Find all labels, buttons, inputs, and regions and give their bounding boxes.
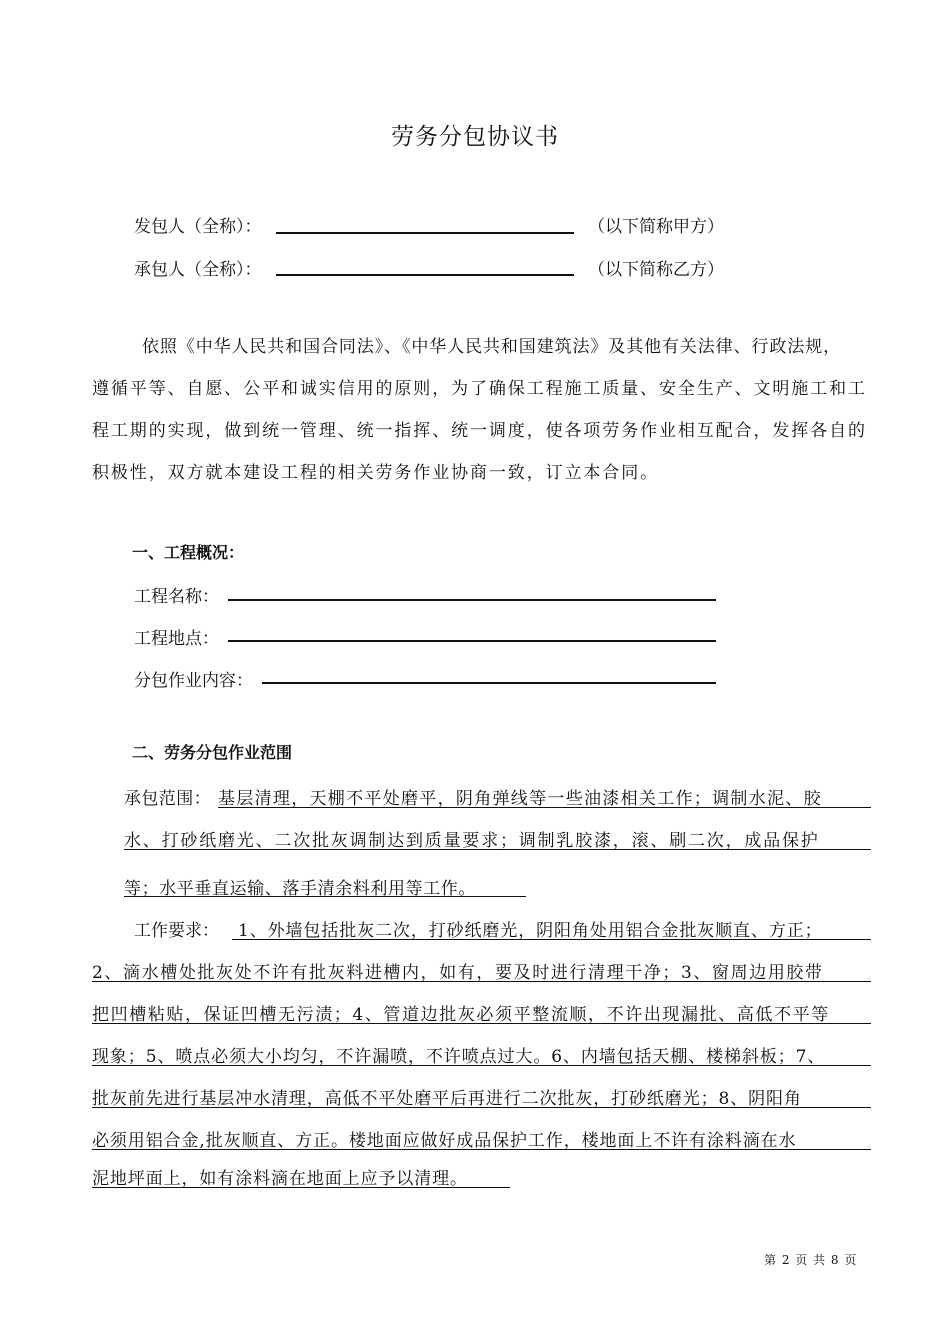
req-underline-5 — [92, 1107, 871, 1108]
subcontract-content-blank[interactable] — [262, 682, 716, 684]
req-line-7: 泥地坪面上，如有涂料滴在地面上应予以清理。 — [92, 1169, 468, 1189]
party-b-label: 承包人（全称）： — [134, 260, 262, 280]
project-location-label: 工程地点： — [134, 629, 219, 649]
req-line-3: 把凹槽粘贴，保证凹槽无污渍；4、管道边批灰必须平整流顺，不许出现漏批、高低不平等 — [92, 1005, 830, 1025]
section2-heading: 二、劳务分包作业范围 — [132, 743, 293, 762]
req-underline-1 — [232, 939, 871, 940]
intro-line-4: 积极性，双方就本建设工程的相关劳务作业协商一致，订立本合同。 — [92, 463, 659, 483]
scope-line-2: 水、打砂纸磨光、二次批灰调制达到质量要求；调制乳胶漆，滚、刷二次，成品保护 — [124, 831, 820, 851]
req-underline-7 — [92, 1187, 510, 1188]
req-line-1: 1、外墙包括批灰二次，打砂纸磨光，阴阳角处用铝合金批灰顺直、方正； — [238, 921, 823, 941]
party-b-blank[interactable] — [276, 274, 574, 276]
req-underline-2 — [92, 981, 871, 982]
scope-underline-3 — [124, 896, 526, 897]
intro-line-2: 遵循平等、自愿、公平和诚实信用的原则，为了确保工程施工质量、安全生产、文明施工和工 — [92, 379, 867, 399]
intro-line-1: 依照《中华人民共和国合同法》、《中华人民共和国建筑法》及其他有关法律、行政法规， — [142, 337, 841, 357]
project-name-blank[interactable] — [228, 599, 716, 601]
scope-line-3: 等；水平垂直运输、落手清余料利用等工作。 — [124, 879, 476, 899]
requirements-label: 工作要求： — [134, 921, 219, 941]
req-line-2: 2、滴水槽处批灰处不许有批灰料进槽内，如有，要及时进行清理干净；3、窗周边用胶带 — [92, 963, 824, 983]
project-location-blank[interactable] — [228, 640, 716, 642]
party-b-note: （以下简称乙方） — [588, 260, 724, 280]
party-a-blank[interactable] — [276, 232, 574, 234]
page-title: 劳务分包协议书 — [391, 124, 559, 150]
party-a-note: （以下简称甲方） — [588, 217, 724, 237]
scope-label: 承包范围： — [124, 789, 211, 809]
party-a-label: 发包人（全称）： — [134, 217, 262, 237]
req-line-5: 批灰前先进行基层冲水清理，高低不平处磨平后再进行二次批灰，打砂纸磨光；8、阴阳角 — [92, 1089, 802, 1109]
intro-line-3: 程工期的实现，做到统一管理、统一指挥、统一调度，使各项劳务作业相互配合，发挥各自的 — [92, 421, 867, 441]
req-underline-6 — [92, 1149, 871, 1150]
section1-heading: 一、工程概况： — [132, 543, 245, 562]
req-underline-3 — [92, 1023, 871, 1024]
req-underline-4 — [92, 1065, 871, 1066]
subcontract-content-label: 分包作业内容： — [134, 671, 253, 691]
req-line-6: 必须用铝合金,批灰顺直、方正。楼地面应做好成品保护工作，楼地面上不许有涂料滴在水 — [92, 1131, 797, 1151]
project-name-label: 工程名称： — [134, 587, 219, 607]
req-line-4: 现象；5、喷点必须大小均匀，不许漏喷，不许喷点过大。6、内墙包括天棚、楼梯斜板；7、 — [92, 1047, 826, 1067]
scope-line-1: 基层清理，天棚不平处磨平，阴角弹线等一些油漆相关工作；调制水泥、胶 — [218, 789, 822, 809]
page-number: 第 2 页 共 8 页 — [764, 1253, 858, 1267]
scope-underline-1 — [218, 807, 871, 808]
scope-underline-2 — [124, 849, 871, 850]
